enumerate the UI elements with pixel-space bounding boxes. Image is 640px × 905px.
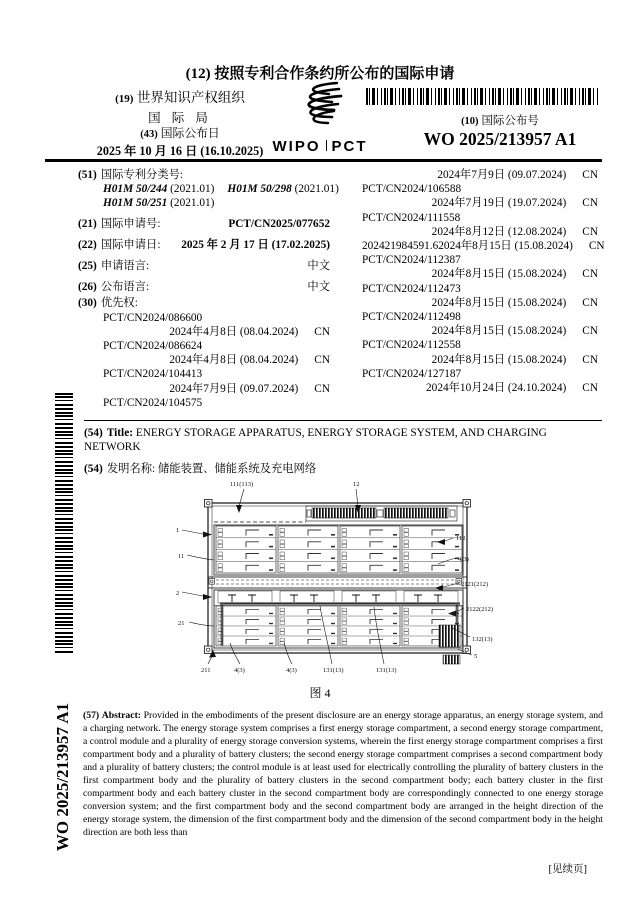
priority-number [362, 367, 598, 381]
priority-date-text: 2024年4月8日 (08.04.2024) [169, 354, 299, 367]
ref-label: 131(13) [323, 667, 344, 674]
pub-date-label: 国际公布日 [160, 126, 220, 140]
inid-43: (43) [140, 129, 158, 140]
priority-number [362, 182, 598, 196]
publication-type-statement: (12) 按照专利合作条约所公布的国际申请 [185, 66, 455, 82]
pub-lang-value: 中文 [307, 281, 330, 294]
biblio-right-column [362, 168, 605, 395]
ref-label: 2 [176, 590, 180, 597]
ref-label: 11 [178, 553, 185, 560]
ipc-version: (2021.01) [170, 183, 215, 196]
figure-caption: 图 4 [309, 686, 331, 700]
continuation-note: [见续页] [548, 864, 587, 875]
title-zh-value: 储能装置、储能系统及充电网络 [157, 463, 317, 475]
title-en [84, 427, 602, 454]
priority-number [362, 338, 598, 352]
ref-label: 2122(212) [466, 606, 494, 613]
title-en-value: ENERGY STORAGE APPARATUS, ENERGY STORAGE SYSTEM, AND CHARGING NETWORK [84, 427, 547, 453]
priority-number [78, 367, 330, 381]
country-code: CN [582, 325, 598, 338]
publication-number-block [400, 112, 600, 150]
wipo-logo [262, 80, 378, 155]
ipc-row-2 [78, 196, 330, 210]
priority-date [362, 196, 598, 210]
ref-label: 112 [456, 535, 466, 542]
priority-date-text: 2024年8月12日 (12.08.2024) [431, 225, 567, 238]
pub-date-label-line [90, 124, 270, 141]
inid-19: (19) [115, 93, 134, 105]
country-code: CN [582, 169, 598, 181]
app-no-label: 国际申请号: [100, 217, 161, 230]
priority-date-text: 2024年10月24日 (24.10.2024) [426, 382, 567, 395]
pct-word: PCT [331, 138, 368, 155]
priority-date-text: 2024年7月19日 (19.07.2024) [431, 197, 567, 210]
priority-number-text: PCT/CN2024/106588 [362, 183, 462, 196]
upper-compartment [214, 525, 463, 575]
priority-number-text: PCT/CN2024/086624 [103, 340, 203, 353]
application-number-row [78, 217, 330, 231]
priority-number [362, 282, 598, 296]
country-code: CN [588, 240, 605, 253]
barcode [366, 88, 598, 105]
priority-number-text: PCT/CN2024/112387 [362, 254, 461, 267]
priority-date-text: 2024年8月15日 (15.08.2024) [431, 268, 567, 281]
country-code: CN [314, 325, 330, 338]
pub-no-label-line [400, 112, 600, 128]
priority-number-text: PCT/CN2024/112558 [362, 339, 461, 352]
ipc-version: (2021.01) [294, 183, 339, 196]
pub-no-value: WO 2025/213957 A1 [423, 129, 577, 149]
publication-language-row [78, 280, 330, 294]
issuing-organization [90, 86, 270, 126]
mid-separator [208, 577, 467, 588]
inid-30: (30) [78, 297, 97, 310]
country-code: CN [582, 268, 598, 281]
priority-number-text: PCT/CN2024/086600 [103, 311, 203, 324]
ref-label: 4(3) [234, 667, 245, 674]
pub-no-label: 国际公布号 [481, 115, 539, 127]
priority-number-text: PCT/CN2024/104575 [103, 396, 203, 409]
inid-10: (10) [461, 116, 479, 127]
ref-label: 12 [353, 481, 360, 488]
priority-heading [78, 296, 330, 310]
priority-date-text: 2024年8月15日 (15.08.2024) [431, 325, 567, 338]
ref-label: 211 [201, 667, 211, 674]
inid-54-zh: (54) [84, 463, 103, 475]
filing-date-value: 2025 年 2 月 17 日 (17.02.2025) [181, 238, 330, 251]
priority-date-text: 2024年7月9日 (09.07.2024) [169, 382, 299, 395]
converter-block [439, 625, 460, 647]
wipo-pct-wordmark [262, 138, 378, 155]
ipc-label: 国际专利分类号: [100, 169, 184, 181]
priority-date [78, 325, 330, 339]
priority-number-text: PCT/CN2024/127187 [362, 367, 462, 380]
priority-date-text: 2024年4月8日 (08.04.2024) [169, 325, 299, 338]
priority-date [362, 267, 598, 281]
country-code: CN [582, 197, 598, 210]
biblio-left-column [78, 168, 339, 410]
country-code: CN [314, 354, 330, 367]
pub-date-value: 2025 年 10 月 16 日 (16.10.2025) [96, 144, 264, 158]
inid-57: (57) [83, 710, 100, 721]
sidebar-barcode [55, 393, 73, 655]
title-divider [84, 420, 602, 421]
inid-54-en: (54) [84, 427, 103, 439]
priority-number-text: PCT/CN2024/104413 [103, 368, 203, 381]
ref-label: 132(13) [472, 636, 493, 643]
converter-block-lower [443, 655, 460, 664]
inid-21: (21) [78, 217, 97, 230]
org-bureau: 国 际 局 [148, 111, 212, 125]
abstract-text: Provided in the embodiments of the present disclosure are an energy storage apparatus, an energy storage system, and a charging network. The energy storage system comprises a first energy storage compartment, a second energy storage compartment, a control module and a plurality of energy storage conversion systems, wherein the first energy storage compartment comprises a first compartment body and a plurality of battery clusters; the second energy storage compartment comprises a second compartment body and a plurality of battery clusters; the control module is at least used for electrically controlling the plurality of battery clusters in the first compartment body and the plurality of battery clusters in the second compartment body; each battery cluster in the first compartment body and each battery cluster in the second compartment body are correspondingly connected to one energy storage conversion system; and the first compartment body and the second compartment body are arranged in the height direction of the energy storage system, the dimension of the first compartment body and the dimension of the second compartment body in the height direction are both less than [83, 710, 603, 838]
filing-lang-label: 申请语言: [100, 260, 150, 273]
ipc-code: H01M 50/298 [227, 183, 292, 196]
sidebar-publication-number: WO 2025/213957 A1 [53, 702, 72, 852]
priority-number-and-date [362, 239, 605, 253]
filing-date-row [78, 238, 330, 252]
ref-label: 4(3) [286, 667, 297, 674]
ipc-version: (2021.01) [170, 197, 215, 210]
priority-date [362, 296, 598, 310]
ref-label: 111(113) [230, 481, 254, 488]
priority-number-text: PCT/CN2024/112473 [362, 282, 461, 295]
priority-date [78, 353, 330, 367]
figure-4-drawing [160, 476, 510, 678]
priority-number [362, 211, 598, 225]
priority-date [362, 381, 598, 395]
priority-label: 优先权: [100, 297, 138, 310]
inid-22: (22) [78, 238, 97, 251]
priority-number [78, 339, 330, 353]
title-zh [84, 463, 602, 477]
priority-number [78, 396, 330, 410]
filing-lang-value: 中文 [307, 260, 330, 273]
ref-label: 21 [178, 620, 185, 627]
title-section [84, 427, 602, 477]
country-code: CN [582, 225, 598, 238]
country-code: CN [314, 382, 330, 395]
priority-date [362, 324, 598, 338]
top-vent-grille [306, 506, 457, 521]
country-code: CN [582, 296, 598, 309]
app-no-value: PCT/CN2025/077652 [228, 217, 330, 230]
header-divider [45, 159, 602, 162]
container-inner-frame [212, 506, 463, 650]
priority-number-text: 202421984591.6 [362, 240, 439, 253]
priority-number [362, 310, 598, 324]
ipc-heading [78, 168, 330, 182]
busbar-row [214, 591, 463, 646]
ref-label: 1 [176, 527, 180, 534]
wipo-swirl-icon [291, 80, 349, 132]
priority-number-text: PCT/CN2024/112498 [362, 311, 461, 324]
priority-number [78, 311, 330, 325]
ref-label: 4(3) [458, 556, 469, 563]
country-code: CN [582, 382, 598, 395]
org-name: 世界知识产权组织 [136, 90, 245, 105]
wipo-word: WIPO [272, 138, 321, 155]
pub-lang-label: 公布语言: [100, 281, 150, 294]
country-code: CN [582, 353, 598, 366]
priority-date-text: 2024年7月9日 (09.07.2024) [437, 169, 567, 181]
inid-51: (51) [78, 169, 97, 181]
priority-date [78, 382, 330, 396]
ref-label: 2121(212) [461, 581, 489, 588]
ref-label: 5 [474, 653, 478, 660]
priority-number [362, 253, 598, 267]
ipc-row-1 [78, 182, 339, 196]
filing-language-row [78, 259, 330, 273]
priority-date-text: 2024年8月15日 (15.08.2024) [438, 240, 573, 253]
title-zh-label: 发明名称: [106, 463, 156, 475]
leader-arrowheads [203, 505, 456, 658]
ref-label: 131(13) [376, 667, 397, 674]
org-name-line [90, 86, 270, 106]
ipc-code: H01M 50/251 [103, 197, 168, 210]
ipc-code: H01M 50/244 [103, 183, 168, 196]
abstract-label: Abstract: [101, 710, 142, 721]
priority-date-text: 2024年8月15日 (15.08.2024) [431, 353, 567, 366]
logo-separator [326, 140, 327, 151]
priority-date [362, 353, 598, 367]
abstract [83, 709, 603, 839]
inid-26: (26) [78, 281, 97, 294]
inid-25: (25) [78, 260, 97, 273]
filing-date-label: 国际申请日: [100, 238, 161, 251]
publication-date-block [90, 124, 270, 159]
title-en-label: Title: [106, 427, 133, 439]
priority-date-text: 2024年8月15日 (15.08.2024) [431, 296, 567, 309]
priority-date [362, 168, 598, 182]
priority-date [362, 225, 598, 239]
priority-number-text: PCT/CN2024/111558 [362, 211, 461, 224]
container-outer-frame [208, 503, 467, 653]
